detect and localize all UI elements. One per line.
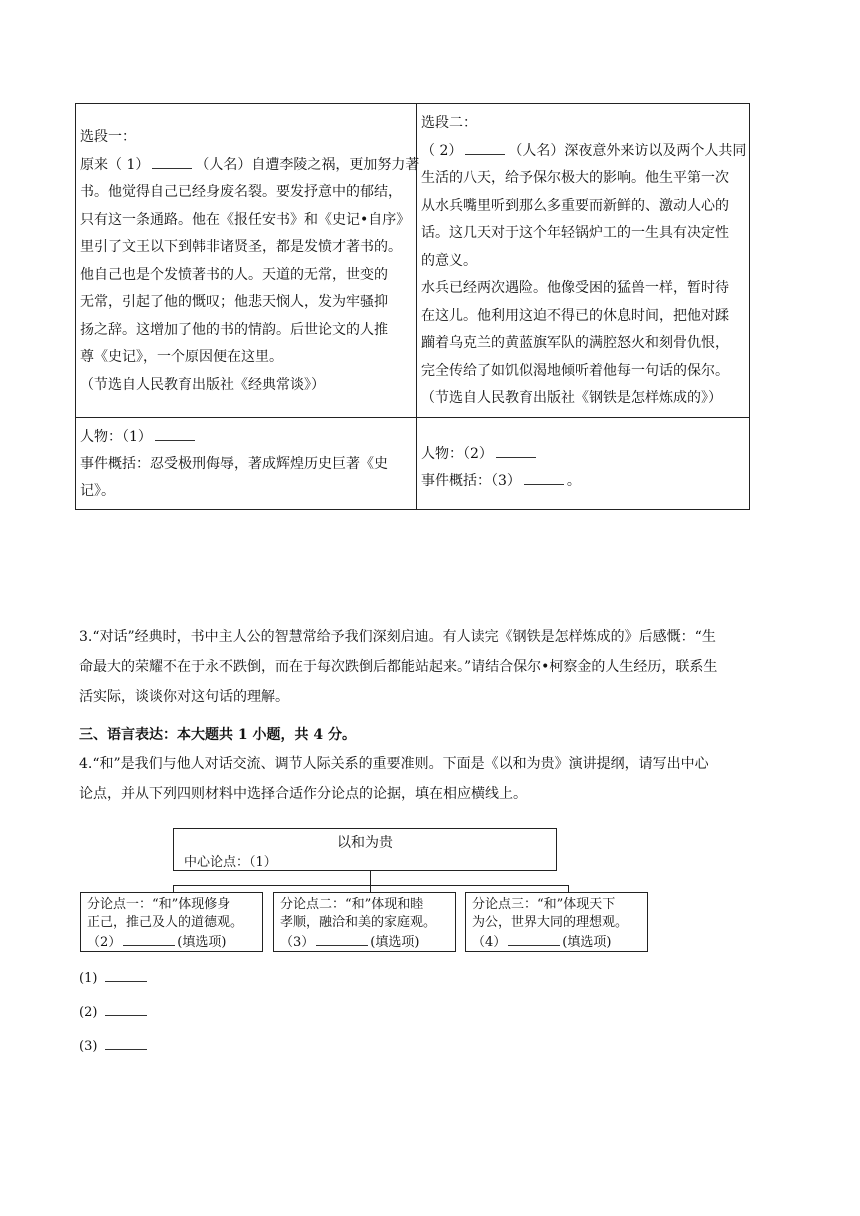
sub-point-text: 分论点一：“和”体现修身 — [87, 897, 231, 912]
summary-two-cell — [417, 417, 750, 509]
question-3-line: 活实际，谈谈你对这句话的理解。 — [79, 689, 289, 705]
answer-blank[interactable] — [105, 967, 147, 982]
event-two-line: 事件概括：（3） 。 — [421, 468, 745, 495]
sub-point-box-2 — [273, 892, 456, 952]
sub-point-text: 孝顺，融洽和美的家庭观。 — [280, 915, 437, 930]
passage-two-line: 从水兵嘴里听到那么多重要而新鲜的、激动人心的 — [421, 197, 729, 214]
question-3-line: 命最大的荣耀不在于永不跌倒，而在于每次跌倒后都能站起来。”请结合保尔•柯察金的人生经历，联系生 — [79, 659, 718, 675]
blank-2[interactable] — [465, 140, 505, 155]
person-two-line: 人物：（2） — [421, 441, 745, 468]
fill-blank-3[interactable] — [316, 932, 368, 946]
passage-one-line: 里引了文王以下到韩非诸贤圣，都是发愤才著书的。 — [80, 239, 402, 255]
sub-point-box-3 — [465, 892, 648, 952]
passage-two-line: （ 2） （人名）深夜意外来访以及两个人共同 — [421, 138, 745, 166]
question-4-line: 4.“和”是我们与他人对话交流、调节人际关系的重要准则。下面是《以和为贵》演讲提纲，请写出中心 — [79, 756, 709, 772]
passage-two-line: 生活的八天，给予保尔极大的影响。他生平第一次 — [421, 170, 729, 186]
passage-one-line: 无常，引起了他的慨叹；他悲天悯人，发为牢骚抑 — [80, 294, 388, 310]
person-one-line: 人物：（1） — [80, 424, 412, 451]
passage-one-cell — [76, 104, 420, 418]
connector-line — [370, 870, 371, 885]
fill-blank-2[interactable] — [123, 932, 175, 946]
sub-point-fill: （3） (填选项) — [280, 932, 449, 952]
passage-one-source: （节选自人民教育出版社《经典常谈》） — [80, 376, 325, 393]
passage-one-line: 原来（ 1） （人名）自遭李陵之祸，更加努力著 — [80, 152, 412, 180]
passage-two-line: 话。这几天对于这个年轻锅炉工的一生具有决定性 — [421, 225, 729, 241]
fill-blank-4[interactable] — [508, 932, 560, 946]
passage-one-line: 扬之辞。这增加了他的书的情韵。后世论文的人推 — [80, 321, 388, 338]
outline-diagram — [80, 828, 650, 953]
center-thesis-label: 中心论点：（1） — [184, 855, 277, 870]
passage-two-line: 水兵已经两次遇险。他像受困的猛兽一样，暂时待 — [421, 280, 729, 296]
sub-point-text: 分论点二：“和”体现和睦 — [280, 897, 424, 912]
summary-one-cell — [76, 417, 417, 509]
passage-two-heading: 选段二： — [421, 115, 477, 131]
passage-table — [75, 103, 750, 510]
sub-point-text: 分论点三：“和”体现天下 — [472, 897, 616, 912]
answer-line-1: (1) — [79, 967, 150, 986]
answer-blank[interactable] — [105, 1001, 147, 1016]
passage-one-line: 只有这一条通路。他在《报任安书》和《史记•自序》 — [80, 211, 411, 228]
passage-one-line: 书。他觉得自己已经身废名裂。要发抒意中的郁结， — [80, 184, 402, 200]
event-one-line: 记》。 — [80, 482, 115, 499]
answer-blank-person-2[interactable] — [496, 443, 536, 458]
passage-one-line: 尊《史记》，一个原因便在这里。 — [80, 349, 283, 365]
connector-line — [370, 885, 371, 892]
connector-line — [568, 885, 569, 892]
blank-1[interactable] — [152, 154, 192, 169]
question-4-line: 论点，并从下列四则材料中选择合适作分论点的论据，填在相应横线上。 — [79, 786, 527, 802]
question-4 — [79, 749, 759, 809]
passage-two-line: 躏着乌克兰的黄蓝旗军队的满腔怒火和刻骨仇恨， — [421, 335, 729, 351]
answer-line-3: (3) — [79, 1035, 150, 1054]
sub-point-fill: （2） (填选项) — [87, 932, 256, 952]
connector-line — [173, 885, 174, 892]
answer-blank-person-1[interactable] — [155, 426, 195, 441]
passage-two-cell — [417, 104, 750, 418]
question-3 — [79, 622, 759, 712]
passage-two-line: 完全传给了如饥似渴地倾听着他每一句话的保尔。 — [421, 362, 729, 379]
passage-two-line: 在这儿。他利用这迫不得已的休息时间，把他对蹂 — [421, 307, 729, 324]
sub-point-text: 正己，推己及人的道德观。 — [87, 915, 244, 930]
question-3-line: 3.“对话”经典时，书中主人公的智慧常给予我们深刻启迪。有人读完《钢铁是怎样炼成的》后感慨：“生 — [79, 629, 716, 645]
section-heading: 三、语言表达：本大题共 1 小题，共 4 分。 — [79, 727, 356, 743]
sub-point-fill: （4） (填选项) — [472, 932, 641, 952]
sub-point-box-1 — [80, 892, 263, 952]
answer-blank[interactable] — [105, 1035, 147, 1050]
passage-one-heading: 选段一： — [80, 129, 136, 145]
center-box — [173, 828, 557, 871]
sub-point-text: 为公，世界大同的理想观。 — [472, 915, 629, 930]
passage-one-line: 他自己也是个发愤著书的人。天道的无常，世变的 — [80, 266, 388, 283]
passage-two-source: （节选自人民教育出版社《钢铁是怎样炼成的》） — [421, 390, 722, 406]
answer-blank-event-3[interactable] — [524, 470, 564, 485]
outline-title: 以和为贵 — [337, 835, 393, 851]
answer-line-2: (2) — [79, 1001, 150, 1020]
event-one-line: 事件概括：忍受极刑侮辱，著成辉煌历史巨著《史 — [80, 455, 388, 472]
passage-two-line: 的意义。 — [421, 252, 477, 269]
